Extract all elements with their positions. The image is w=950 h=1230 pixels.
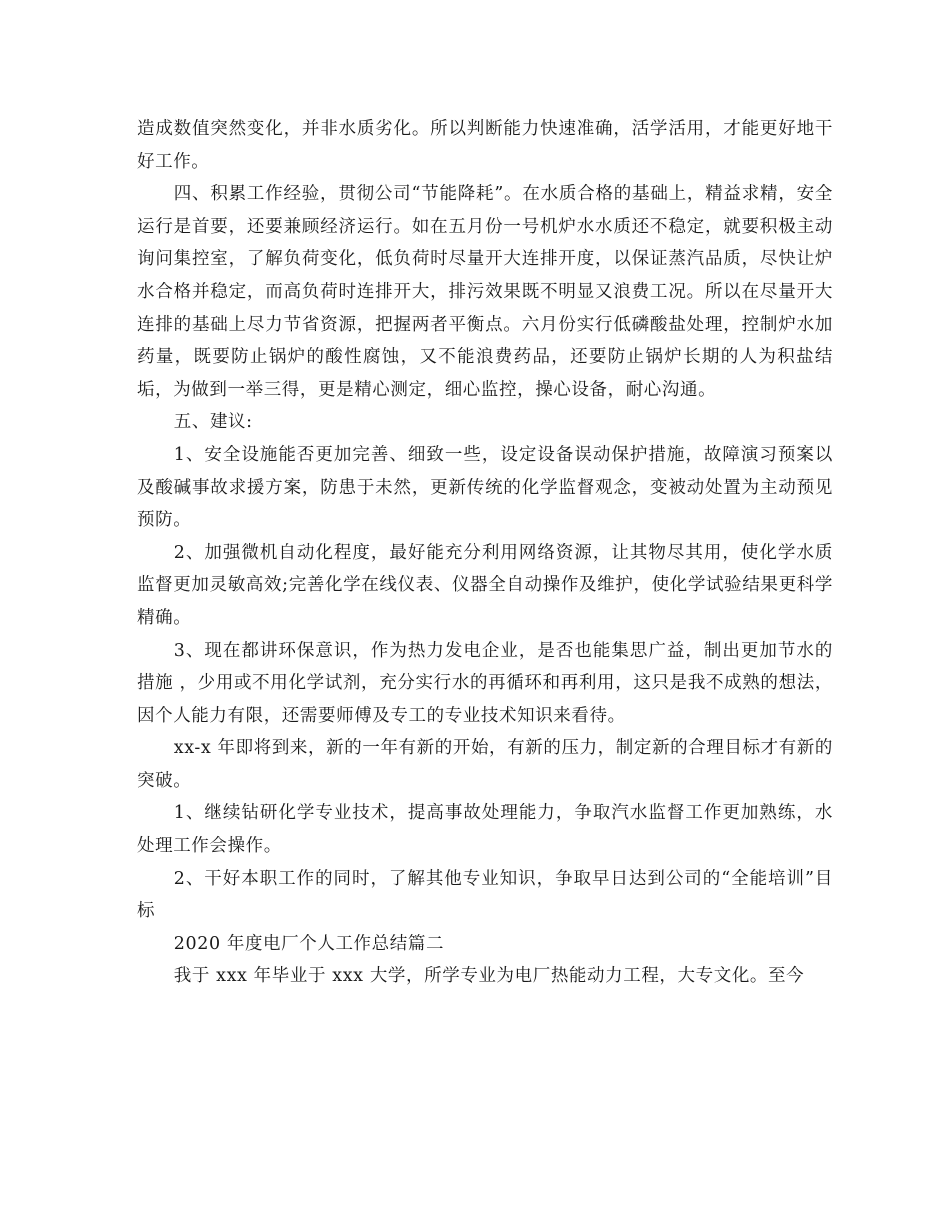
paragraph-intro: 我于 xxx 年毕业于 xxx 大学，所学专业为电厂热能动力工程，大专文化。至今: [173, 966, 805, 987]
paragraph-continued: 造成数值突然变化，并非水质劣化。所以判断能力快速准确，活学活用，才能更好地干好工作。: [137, 119, 833, 172]
paragraph-goal-2: 2、干好本职工作的同时，了解其他专业知识，争取早日达到公司的“全能培训”目标: [137, 868, 833, 922]
paragraph-section-four: 四、积累工作经验，贯彻公司“节能降耗”。在水质合格的基础上，精益求精，安全运行是首要，还要兼顾经济运行。如在五月份一号机炉水水质还不稳定，就要积极主动询问集控室，了解负荷变化，低负荷时尽量开大连排开度，以保证蒸汽品质，尽快让炉水合格并稳定，而高负荷时连排开大，排污效果既不明显又浪费工况。所以在尽量开大连排的基础上尽力节省资源，把握两者平衡点。六月份实行低磷酸盐处理，控制炉水加药量，既要防止锅炉的酸性腐蚀，又不能浪费药品，还要防止锅炉长期的人为积盐结垢，为做到一举三得，更是精心测定，细心监控，操心设备，耐心沟通。: [137, 184, 833, 400]
section-title-part-two: 2020 年度电厂个人工作总结篇二: [173, 933, 445, 954]
heading-section-five: 五、建议:: [173, 412, 253, 433]
document-body: [137, 113, 833, 993]
paragraph-suggestion-2: 2、加强微机自动化程度，最好能充分利用网络资源，让其物尽其用，使化学水质监督更加灵敏高效;完善化学在线仪表、仪器全自动操作及维护，使化学试验结果更科学精确。: [137, 542, 833, 628]
paragraph-new-year: xx-x 年即将到来，新的一年有新的开始，有新的压力，制定新的合理目标才有新的突破。: [137, 738, 833, 791]
paragraph-suggestion-3: 3、现在都讲环保意识，作为热力发电企业，是否也能集思广益，制出更加节水的措施 ，少用或不用化学试剂，充分实行水的再循环和再利用，这只是我不成熟的想法，因个人能力有限，还需要师傅及专工的专业技术知识来看待。: [137, 640, 833, 726]
paragraph-suggestion-1: 1、安全设施能否更加完善、细致一些，设定设备误动保护措施，故障演习预案以及酸碱事故求援方案，防患于未然，更新传统的化学监督观念，变被动处置为主动预见预防。: [137, 444, 833, 531]
paragraph-goal-1: 1、继续钻研化学专业技术，提高事故处理能力，争取汽水监督工作更加熟练，水处理工作会操作。: [137, 803, 833, 857]
